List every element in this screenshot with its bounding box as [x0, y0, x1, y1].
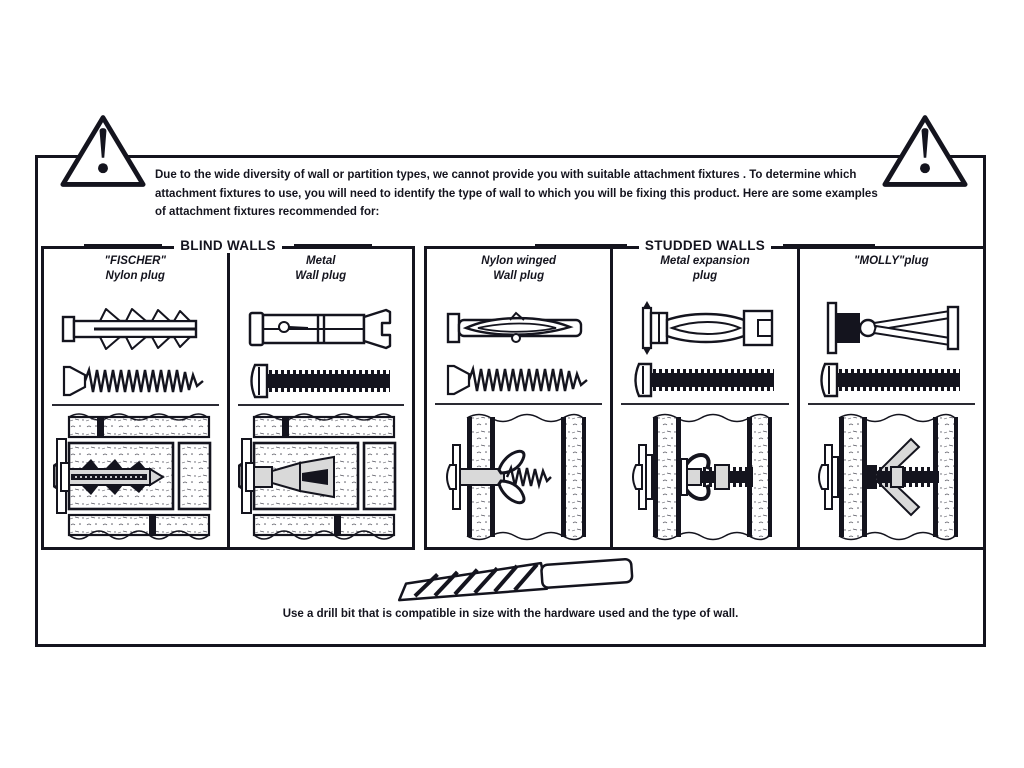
- column-title-line2: Nylon plug: [105, 270, 165, 282]
- column-title: [427, 249, 610, 298]
- column-metal-expansion-plug: [610, 249, 796, 547]
- column-title-line1: Metal: [306, 255, 336, 267]
- install-illustration-zone: [230, 408, 413, 547]
- column-title-line1: Metal expansion: [660, 255, 750, 267]
- metal-sleeve-anchor-icon: [246, 302, 396, 356]
- plug-illustration-zone: [44, 298, 227, 360]
- legend-line: [783, 244, 875, 248]
- column-title: [800, 249, 983, 298]
- legend-line: [294, 244, 372, 248]
- notice-text: Due to the wide diversity of wall or partition types, we cannot provide you with suitable attachment fixtures . To determine which attachment fixtures to use, you will need to identify the type of wall to which you will be fixing this product. Here are some examples of attachment fixtures recommended for:: [155, 169, 878, 218]
- screw-illustration-zone: [230, 360, 413, 402]
- column-title-line2: Wall plug: [295, 270, 347, 282]
- legend-line: [535, 244, 627, 248]
- screw-illustration-zone: [427, 359, 610, 401]
- legend-line: [84, 244, 162, 248]
- column-title-line2: Wall plug: [493, 270, 545, 282]
- column-title: [44, 249, 227, 298]
- group-studded-walls: [424, 238, 986, 550]
- column-fischer-nylon-plug: [44, 249, 227, 547]
- plug-illustration-zone: [800, 298, 983, 359]
- warning-triangle-icon: [882, 112, 968, 190]
- install-illustration-zone: [613, 407, 796, 547]
- plug-illustration-zone: [427, 298, 610, 360]
- warning-triangle-icon: [60, 112, 146, 190]
- pan-head-machine-screw-icon: [630, 359, 780, 401]
- expansion-plug-in-cavity-wall-icon: [629, 407, 781, 547]
- fischer-nylon-plug-icon: [60, 300, 210, 358]
- screw-illustration-zone: [800, 359, 983, 401]
- column-divider: [52, 404, 219, 406]
- column-divider: [435, 403, 602, 405]
- column-metal-wall-plug: [227, 249, 413, 547]
- pan-head-machine-screw-icon: [246, 360, 396, 402]
- molly-plug-in-cavity-wall-icon: [815, 407, 967, 547]
- install-illustration-zone: [427, 407, 610, 547]
- columns: [427, 249, 983, 547]
- column-title: [613, 249, 796, 298]
- plug-illustration-zone: [613, 298, 796, 359]
- drill-bit-icon: [389, 547, 642, 610]
- notice-box: [35, 155, 986, 647]
- column-molly-plug: [797, 249, 983, 547]
- column-title-line2: plug: [692, 270, 718, 282]
- plug-illustration-zone: [230, 298, 413, 360]
- screw-illustration-zone: [613, 359, 796, 401]
- columns: [44, 249, 412, 547]
- countersunk-wood-screw-icon: [60, 363, 210, 399]
- install-illustration-zone: [44, 408, 227, 547]
- screw-illustration-zone: [44, 360, 227, 402]
- metal-expansion-plug-icon: [630, 298, 780, 358]
- group-title: BLIND WALLS: [174, 238, 282, 253]
- install-illustration-zone: [800, 407, 983, 547]
- column-divider: [621, 403, 788, 405]
- metal-anchor-in-masonry-wall-icon: [238, 409, 403, 547]
- column-title-line1: "FISCHER": [104, 255, 166, 267]
- nylon-winged-plug-icon: [444, 300, 594, 356]
- column-divider: [238, 404, 405, 406]
- nylon-plug-in-masonry-wall-icon: [53, 409, 218, 547]
- countersunk-wood-screw-icon: [444, 362, 594, 398]
- group-legend: [44, 238, 412, 253]
- column-title: [230, 249, 413, 298]
- column-title-line1: Nylon winged: [481, 255, 557, 267]
- column-title-line1: "MOLLY"plug: [854, 255, 929, 267]
- pan-head-machine-screw-icon: [816, 359, 966, 401]
- column-nylon-winged-plug: [427, 249, 610, 547]
- group-title: STUDDED WALLS: [639, 238, 771, 253]
- winged-plug-in-cavity-wall-icon: [443, 407, 595, 547]
- group-legend: [427, 238, 983, 253]
- molly-plug-icon: [816, 298, 966, 358]
- column-divider: [808, 403, 975, 405]
- drill-caption: Use a drill bit that is compatible in size with the hardware used and the type of wall.: [282, 608, 739, 620]
- group-blind-walls: [41, 238, 415, 550]
